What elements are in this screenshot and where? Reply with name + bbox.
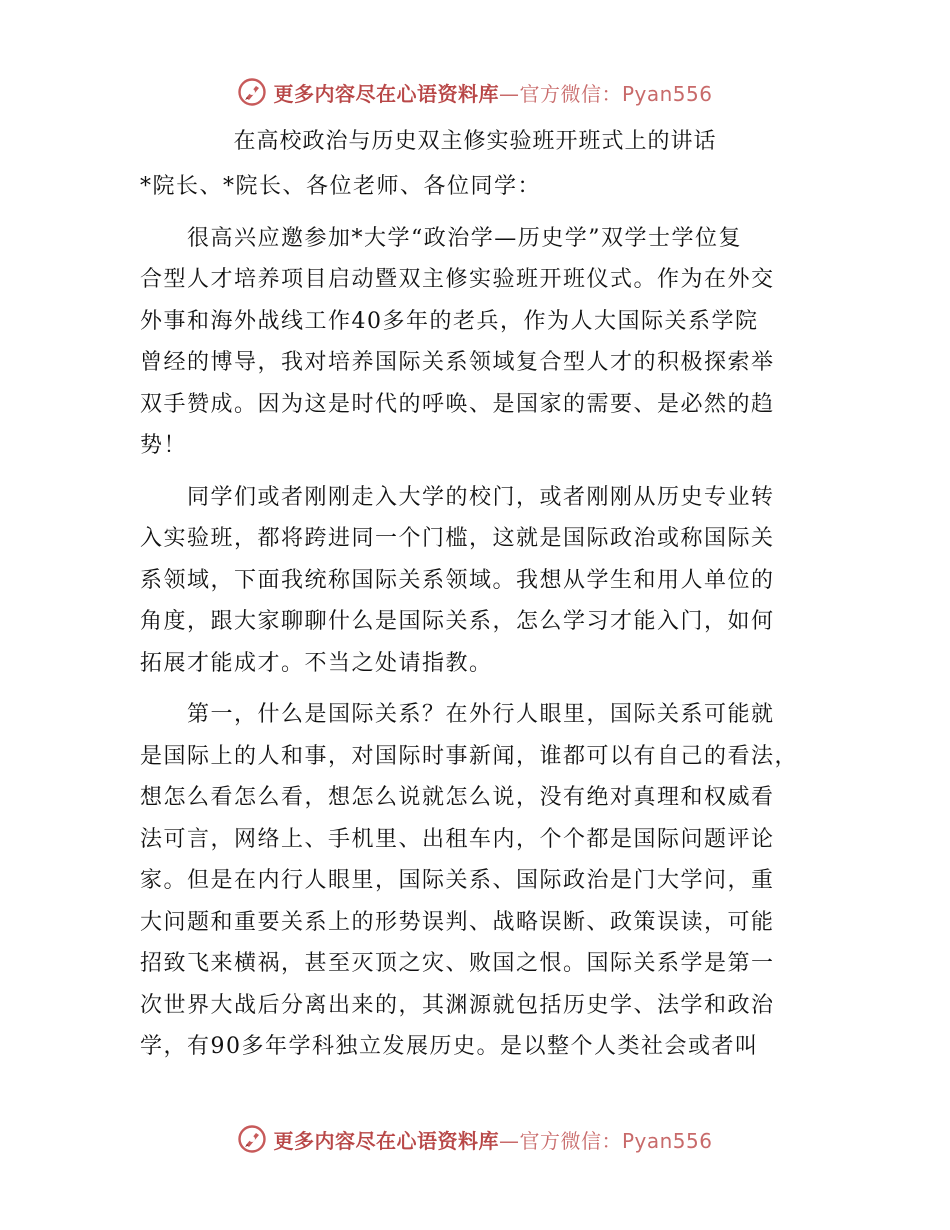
text-line: 势！ (140, 433, 188, 458)
text-line: 曾经的博导，我对培养国际关系领域复合型人才的积极探索举 (140, 350, 775, 375)
text-line: 拓展才能成才。不当之处请指教。 (140, 650, 493, 676)
text-line: 大问题和重要关系上的形势误判、战略误断、政策误读，可能 (140, 909, 775, 935)
text-line: 法可言，网络上、手机里、出租车内，个个都是国际问题评论 (140, 826, 775, 852)
paragraph-3 (140, 694, 812, 1068)
text-line: 第一，什么是国际关系？在外行人眼里，国际关系可能就 (140, 702, 775, 727)
speech-body (140, 166, 812, 1068)
text-line: 是国际上的人和事，对国际时事新闻，谁都可以有自己的看法， (140, 743, 799, 769)
text-line: 次世界大战后分离出来的，其渊源就包括历史学、法学和政治 (140, 992, 775, 1018)
text-line: 角度，跟大家聊聊什么是国际关系，怎么学习才能入门，如何 (140, 609, 775, 634)
text-line: 双手赞成。因为这是时代的呼唤、是国家的需要、是必然的趋 (140, 391, 775, 417)
text-line: 系领域，下面我统称国际关系领域。我想从学生和用人单位的 (140, 567, 775, 593)
watermark-text: 更多内容尽在心语资料库—官方微信：Pyan556 (273, 81, 713, 106)
text-line: 入实验班，都将跨进同一个门槛，这就是国际政治或称国际关 (140, 526, 775, 551)
speech-title: 在高校政治与历史双主修实验班开班式上的讲话 (233, 129, 717, 154)
text-line: 合型人才培养项目启动暨双主修实验班开班仪式。作为在外交 (140, 267, 775, 292)
text-line: 家。但是在内行人眼里，国际关系、国际政治是门大学问，重 (140, 868, 775, 893)
watermark-banner-bottom (0, 1119, 950, 1159)
text-line: 学，有90多年学科独立发展历史。是以整个人类社会或者叫 (140, 1034, 759, 1059)
text-line: 很高兴应邀参加*大学“政治学—历史学”双学士学位复 (140, 225, 742, 251)
salutation: *院长、*院长、各位老师、各位同学： (140, 174, 542, 199)
text-line: 同学们或者刚刚走入大学的校门，或者刚刚从历史专业转 (140, 484, 775, 510)
text-line: 招致飞来横祸，甚至灭顶之灾、败国之恨。国际关系学是第一 (140, 951, 775, 976)
text-line: 想怎么看怎么看，想怎么说就怎么说，没有绝对真理和权威看 (140, 785, 775, 810)
paragraph-1 (140, 218, 812, 467)
watermark-text: 更多内容尽在心语资料库—官方微信：Pyan556 (273, 1128, 713, 1153)
watermark-banner-top (0, 72, 950, 112)
quill-logo-icon (237, 77, 267, 107)
paragraph-2 (140, 477, 812, 685)
quill-logo-icon (237, 1124, 267, 1154)
text-line: 外事和海外战线工作40多年的老兵，作为人大国际关系学院 (140, 308, 759, 334)
